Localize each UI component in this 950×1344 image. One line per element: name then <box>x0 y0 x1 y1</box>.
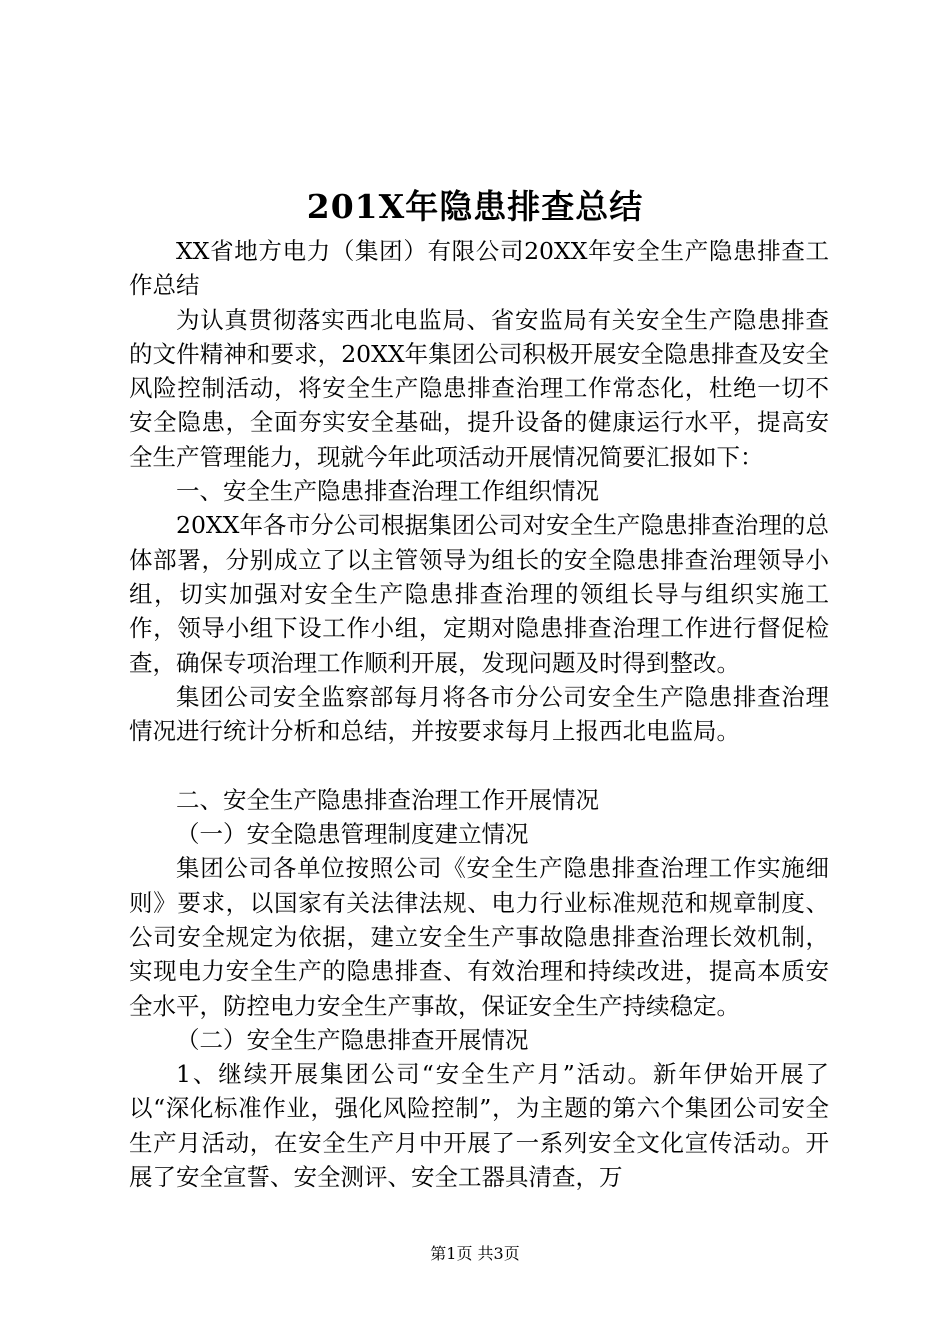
paragraph-subtitle: XX省地方电力（集团）有限公司20XX年安全生产隐患排查工作总结 <box>129 237 829 300</box>
paragraph-organization: 20XX年各市分公司根据集团公司对安全生产隐患排查治理的总体部署，分别成立了以主管领导为组长的安全隐患排查治理领导小组，切实加强对安全生产隐患排查治理的领组长导与组织实施工作，领导小组下设工作小组，定期对隐患排查治理工作进行督促检查，确保专项治理工作顺利开展，发现问题及时得到整改。 <box>129 511 829 677</box>
document-body <box>129 234 829 1194</box>
subsection-heading-1: （一）安全隐患管理制度建立情况 <box>176 820 529 849</box>
page-footer: 第1页 共3页 <box>430 1244 520 1263</box>
section-heading-2: 二、安全生产隐患排查治理工作开展情况 <box>176 785 599 814</box>
blank-line <box>129 748 829 782</box>
subsection-heading-2: （二）安全生产隐患排查开展情况 <box>176 1025 529 1054</box>
paragraph-safety-month: 1、继续开展集团公司“安全生产月”活动。新年伊始开展了以“深化标准作业，强化风险控制”，为主题的第六个集团公司安全生产月活动，在安全生产月中开展了一系列安全文化宣传活动。开展了安全宣誓、安全测评、安全工器具清查，万 <box>129 1060 829 1192</box>
document-title: 201X年隐患排查总结 <box>306 187 644 226</box>
paragraph-monthly-report: 集团公司安全监察部每月将各市分公司安全生产隐患排查治理情况进行统计分析和总结，并按要求每月上报西北电监局。 <box>129 682 829 746</box>
paragraph-intro: 为认真贯彻落实西北电监局、省安监局有关安全生产隐患排查的文件精神和要求，20XX年集团公司积极开展安全隐患排查及安全风险控制活动，将安全生产隐患排查治理工作常态化，杜绝一切不安全隐患，全面夯实安全基础，提升设备的健康运行水平，提高安全生产管理能力，现就今年此项活动开展情况简要汇报如下： <box>129 305 829 471</box>
paragraph-management-system: 集团公司各单位按照公司《安全生产隐患排查治理工作实施细则》要求，以国家有关法律法规、电力行业标准规范和规章制度、公司安全规定为依据，建立安全生产事故隐患排查治理长效机制，实现电力安全生产的隐患排查、有效治理和持续改进，提高本质安全水平，防控电力安全生产事故，保证安全生产持续稳定。 <box>129 854 829 1020</box>
section-heading-1: 一、安全生产隐患排查治理工作组织情况 <box>176 477 599 506</box>
